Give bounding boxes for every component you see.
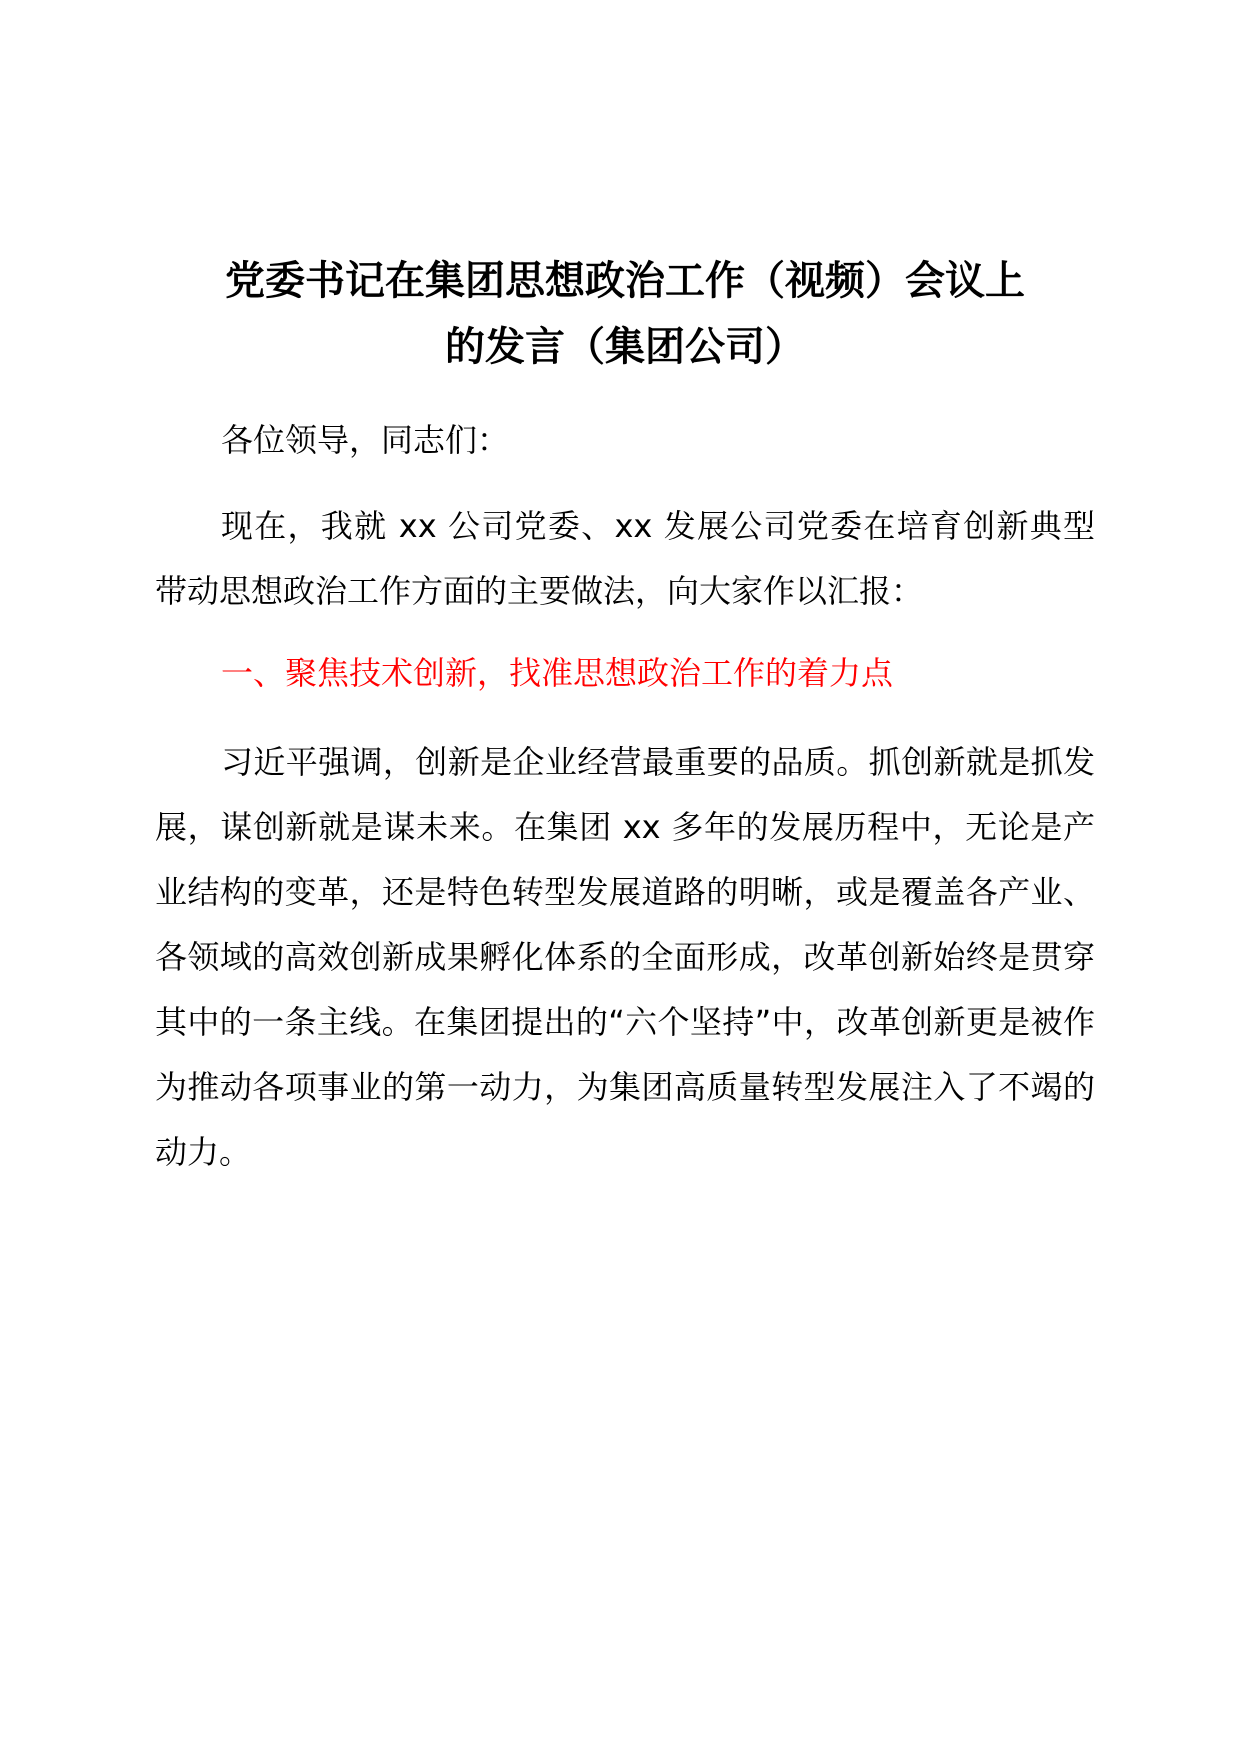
document-title bbox=[155, 248, 1095, 380]
greeting: 各位领导，同志们： bbox=[221, 421, 510, 459]
title-line-1: 党委书记在集团思想政治工作（视频）会议上 bbox=[225, 258, 1025, 304]
section-heading-1: 一、聚焦技术创新，找准思想政治工作的着力点 bbox=[221, 654, 894, 692]
title-line-2: 的发言（集团公司） bbox=[445, 324, 805, 370]
section-1-paragraph-1: 习近平强调，创新是企业经营最重要的品质。抓创新就是抓发展，谋创新就是谋未来。在集团 xx 多年的发展历程中，无论是产业结构的变革，还是特色转型发展道路的明晰，或是覆盖各产业、各领域的高效创新成果孵化体系的全面形成，改革创新始终是贯穿其中的一条主线。在集团提出的“六个坚持”中，改革创新更是被作为推动各项事业的第一动力，为集团高质量转型发展注入了不竭的动力。 bbox=[155, 743, 1095, 1171]
intro-paragraph: 现在，我就 xx 公司党委、xx 发展公司党委在培育创新典型带动思想政治工作方面的主要做法，向大家作以汇报： bbox=[155, 507, 1095, 610]
